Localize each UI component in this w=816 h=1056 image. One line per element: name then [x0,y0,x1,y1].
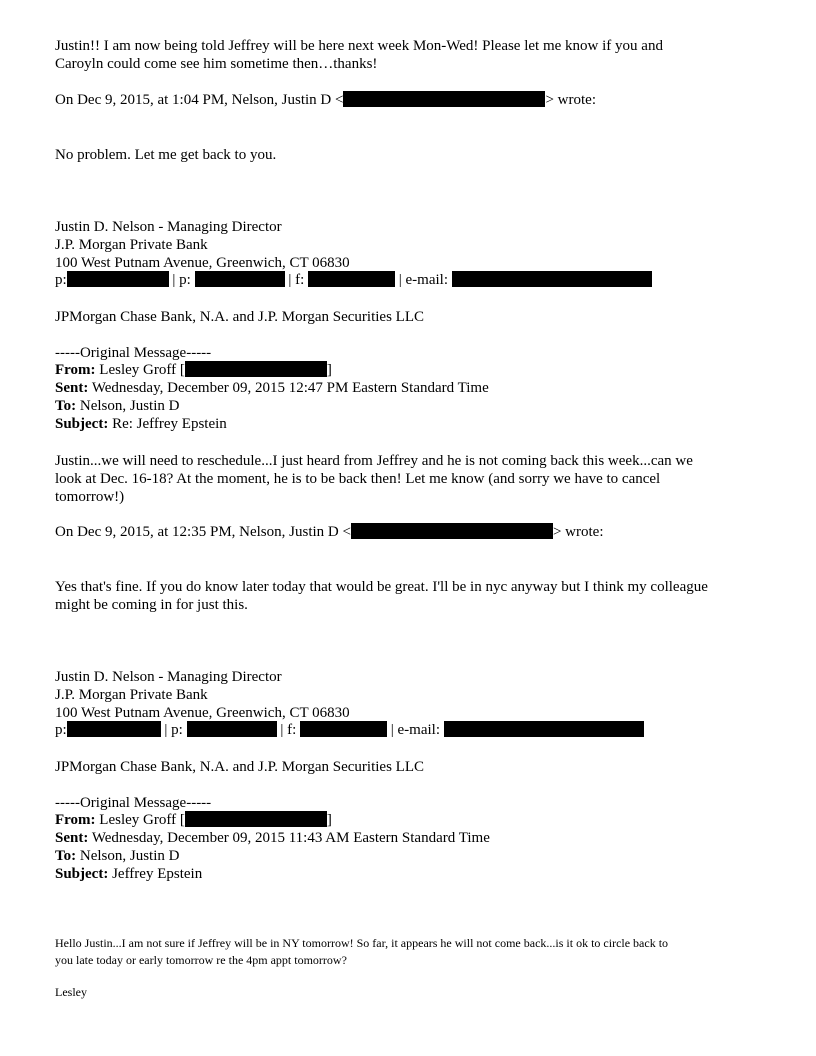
from-label: From: [55,362,96,378]
from-row [55,361,332,379]
sent-label: Sent: [55,830,89,846]
sent-value: Wednesday, December 09, 2015 11:43 AM Eastern Standard Time [88,830,490,846]
redaction-box [308,271,395,287]
to-row [55,847,179,865]
bracket-close: ] [326,812,332,828]
sent-row [55,379,489,397]
signature-name: Justin D. Nelson - Managing Director [55,669,282,685]
redaction-box [351,523,553,539]
email-body-line: look at Dec. 16-18? At the moment, he is to be back then! Let me know (and sorry we have to cancel [55,471,661,487]
sent-value: Wednesday, December 09, 2015 12:47 PM Eastern Standard Time [88,380,489,396]
phone-label: p: [55,722,67,738]
bracket-close: ] [326,362,332,378]
subject-value: Re: Jeffrey Epstein [108,416,227,432]
email-label: | e-mail: [395,272,452,288]
subject-label: Subject: [55,416,109,432]
quote-header-suffix: > wrote: [552,524,604,540]
phone2-label: | p: [160,722,187,738]
to-label: To: [55,848,77,864]
subject-label: Subject: [55,866,109,882]
subject-value: Jeffrey Epstein [108,866,203,882]
quote-header [55,91,596,109]
email-body-line: Yes that's fine. If you do know later today that would be great. I'll be in nyc anyway but I think my colleague [55,579,708,595]
signature-address: 100 West Putnam Avenue, Greenwich, CT 06830 [55,255,350,271]
fax-label: | f: [284,272,309,288]
redaction-box [185,361,327,377]
redaction-box [452,271,652,287]
redaction-box [185,811,327,827]
signature-address: 100 West Putnam Avenue, Greenwich, CT 06830 [55,705,350,721]
quote-header [55,523,603,541]
sent-row [55,829,490,847]
phone-label: p: [55,272,67,288]
signature-name: Justin D. Nelson - Managing Director [55,219,282,235]
signature-disclaimer: JPMorgan Chase Bank, N.A. and J.P. Morgan Securities LLC [55,309,425,325]
redaction-box [187,721,277,737]
phone2-label: | p: [168,272,195,288]
fax-label: | f: [276,722,301,738]
original-message-header: -----Original Message----- [55,795,212,811]
quote-header-prefix: On Dec 9, 2015, at 1:04 PM, Nelson, Justin D < [55,92,344,108]
original-message-header: -----Original Message----- [55,345,212,361]
email-signoff: Lesley [55,985,87,999]
redaction-box [343,91,545,107]
quote-header-prefix: On Dec 9, 2015, at 12:35 PM, Nelson, Justin D < [55,524,351,540]
email-body-line: tomorrow!) [55,489,125,505]
quote-header-suffix: > wrote: [545,92,596,108]
from-value: Lesley Groff [ [95,812,185,828]
from-row [55,811,332,829]
email-body-line: No problem. Let me get back to you. [55,147,277,163]
subject-row [55,415,227,433]
from-label: From: [55,812,96,828]
email-body-line: Justin!! I am now being told Jeffrey will be here next week Mon-Wed! Please let me know if you and [55,38,663,54]
redaction-box [300,721,387,737]
sent-label: Sent: [55,380,89,396]
to-row [55,397,179,415]
email-body-line: Caroyln could come see him sometime then…thanks! [55,56,378,72]
email-body-line: Justin...we will need to reschedule...I just heard from Jeffrey and he is not coming back this week...can we [55,453,693,469]
signature-contacts [55,271,652,289]
email-body-line: Hello Justin...I am not sure if Jeffrey will be in NY tomorrow! So far, it appears he will not come back...is it ok to circle back to [55,936,669,950]
email-label: | e-mail: [387,722,444,738]
from-value: Lesley Groff [ [95,362,185,378]
signature-org: J.P. Morgan Private Bank [55,237,208,253]
email-body-line: you late today or early tomorrow re the 4pm appt tomorrow? [55,953,347,967]
email-body-line: might be coming in for just this. [55,597,248,613]
signature-org: J.P. Morgan Private Bank [55,687,208,703]
to-value: Nelson, Justin D [76,848,180,864]
redaction-box [195,271,285,287]
to-label: To: [55,398,77,414]
redaction-box [67,271,169,287]
signature-contacts [55,721,644,739]
subject-row [55,865,202,883]
to-value: Nelson, Justin D [76,398,180,414]
redaction-box [444,721,644,737]
signature-disclaimer: JPMorgan Chase Bank, N.A. and J.P. Morgan Securities LLC [55,759,425,775]
redaction-box [67,721,161,737]
